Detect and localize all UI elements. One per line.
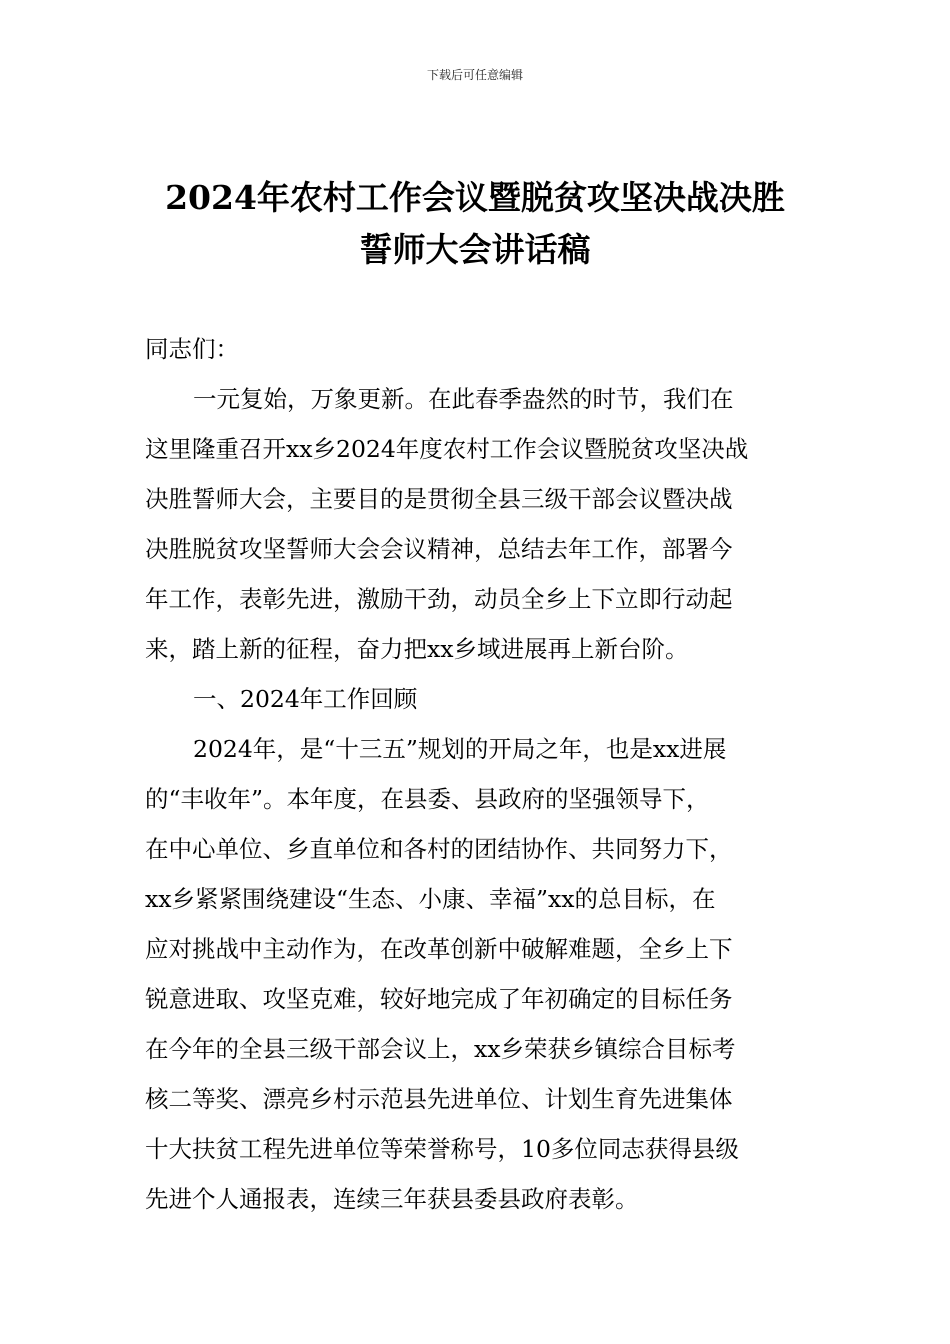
document-body [145, 324, 825, 1224]
paragraph-line: 应对挑战中主动作为，在改革创新中破解难题，全乡上下 [145, 935, 733, 963]
paragraph-line: 一元复始，万象更新。在此春季盎然的时节，我们在 [193, 385, 734, 413]
paragraph-line: 决胜脱贫攻坚誓师大会会议精神，总结去年工作，部署今 [145, 535, 733, 563]
section-heading: 一、2024年工作回顾 [193, 685, 418, 713]
paragraph-line: 先进个人通报表，连续三年获县委县政府表彰。 [145, 1185, 639, 1213]
paragraph-line: 十大扶贫工程先进单位等荣誉称号，10多位同志获得县级 [145, 1135, 739, 1163]
paragraph-line: 决胜誓师大会，主要目的是贯彻全县三级干部会议暨决战 [145, 485, 733, 513]
paragraph-line: 2024年，是“十三五”规划的开局之年，也是xx进展 [193, 735, 727, 763]
paragraph-line: 在今年的全县三级干部会议上，xx乡荣获乡镇综合目标考 [145, 1035, 736, 1063]
document-title [120, 172, 830, 276]
paragraph-line: 在中心单位、乡直单位和各村的团结协作、共同努力下， [145, 835, 733, 863]
salutation: 同志们： [145, 335, 239, 363]
title-line-1: 2024年农村工作会议暨脱贫攻坚决战决胜 [165, 178, 785, 217]
paragraph-line: 这里隆重召开xx乡2024年度农村工作会议暨脱贫攻坚决战 [145, 435, 749, 463]
paragraph-line: 来，踏上新的征程，奋力把xx乡域进展再上新台阶。 [145, 635, 689, 663]
paragraph-line: 年工作，表彰先进，激励干劲，动员全乡上下立即行动起 [145, 585, 733, 613]
paragraph-line: 的“丰收年”。本年度，在县委、县政府的坚强领导下， [145, 785, 710, 813]
paragraph-line: 锐意进取、攻坚克难，较好地完成了年初确定的目标任务 [145, 985, 733, 1013]
title-line-2: 誓师大会讲话稿 [359, 230, 591, 269]
header-note: 下载后可任意编辑 [426, 68, 523, 82]
paragraph-line: xx乡紧紧围绕建设“生态、小康、幸福”xx的总目标，在 [145, 885, 716, 913]
paragraph-line: 核二等奖、漂亮乡村示范县先进单位、计划生育先进集体 [145, 1085, 733, 1113]
